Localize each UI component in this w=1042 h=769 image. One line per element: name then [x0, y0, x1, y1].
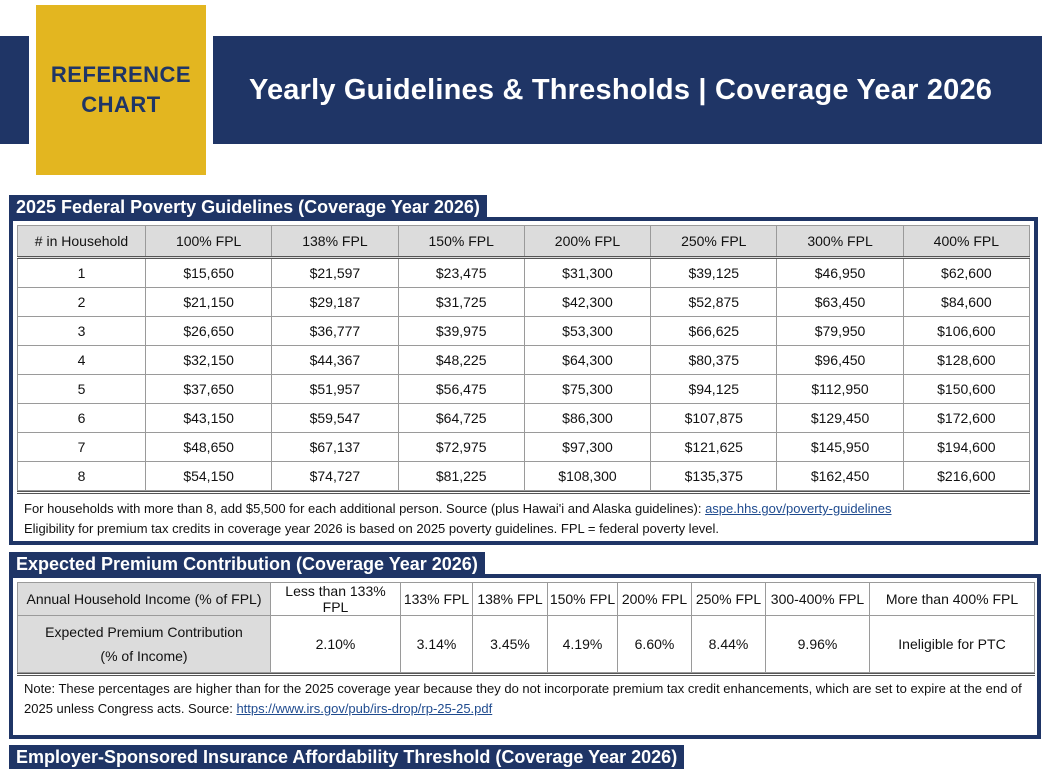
fpl-amount-cell: $21,150	[146, 288, 272, 317]
fpl-note-line-2: Eligibility for premium tax credits in coverage year 2026 is based on 2025 poverty guidelines. FPL = federal poverty level.	[24, 521, 720, 536]
fpl-amount-cell: $81,225	[398, 462, 524, 491]
epc-value-row	[18, 616, 1035, 673]
epc-col-header: Less than 133% FPL	[271, 583, 401, 616]
household-size-cell: 2	[18, 288, 146, 317]
fpl-amount-cell: $39,125	[651, 258, 777, 288]
household-size-cell: 6	[18, 404, 146, 433]
fpl-col-header: # in Household	[18, 226, 146, 258]
fpl-amount-cell: $66,625	[651, 317, 777, 346]
epc-row-header-line-2: (% of Income)	[100, 648, 188, 664]
household-size-cell: 3	[18, 317, 146, 346]
fpl-amount-cell: $31,300	[524, 258, 650, 288]
fpl-amount-cell: $86,300	[524, 404, 650, 433]
fpl-amount-cell: $97,300	[524, 433, 650, 462]
epc-value-cell: 8.44%	[692, 616, 766, 673]
fpl-amount-cell: $80,375	[651, 346, 777, 375]
epc-value-cell: 2.10%	[271, 616, 401, 673]
epc-col-header: 133% FPL	[401, 583, 473, 616]
header-band	[213, 36, 1042, 144]
fpl-amount-cell: $79,950	[777, 317, 903, 346]
fpl-amount-cell: $62,600	[903, 258, 1029, 288]
epc-table	[17, 582, 1035, 673]
fpl-col-header: 200% FPL	[524, 226, 650, 258]
epc-col-header: 138% FPL	[473, 583, 548, 616]
epc-row-header-contribution	[18, 616, 271, 673]
epc-value-cell: 3.14%	[401, 616, 473, 673]
epc-col-header: 200% FPL	[618, 583, 692, 616]
fpl-amount-cell: $64,725	[398, 404, 524, 433]
fpl-amount-cell: $31,725	[398, 288, 524, 317]
fpl-amount-cell: $56,475	[398, 375, 524, 404]
fpl-note-text: For households with more than 8, add $5,500 for each additional person. Source (plus Hawai'i and Alaska guidelines):	[24, 501, 706, 516]
fpl-col-header: 150% FPL	[398, 226, 524, 258]
household-size-cell: 8	[18, 462, 146, 491]
fpl-amount-cell: $48,650	[146, 433, 272, 462]
reference-chart-badge	[36, 5, 206, 175]
epc-row-header-line-1: Expected Premium Contribution	[45, 624, 243, 640]
fpl-row	[18, 375, 1030, 404]
fpl-amount-cell: $54,150	[146, 462, 272, 491]
poverty-guidelines-link[interactable]: aspe.hhs.gov/poverty-guidelines	[705, 501, 892, 516]
epc-value-cell: 6.60%	[618, 616, 692, 673]
fpl-amount-cell: $15,650	[146, 258, 272, 288]
fpl-amount-cell: $96,450	[777, 346, 903, 375]
fpl-amount-cell: $72,975	[398, 433, 524, 462]
fpl-amount-cell: $39,975	[398, 317, 524, 346]
fpl-amount-cell: $108,300	[524, 462, 650, 491]
fpl-amount-cell: $52,875	[651, 288, 777, 317]
epc-row-header-income: Annual Household Income (% of FPL)	[18, 583, 271, 616]
epc-section-tab: Expected Premium Contribution (Coverage Year 2026)	[9, 552, 485, 576]
epc-value-cell: 9.96%	[766, 616, 870, 673]
fpl-amount-cell: $84,600	[903, 288, 1029, 317]
fpl-amount-cell: $29,187	[272, 288, 398, 317]
fpl-row	[18, 462, 1030, 491]
epc-value-cell: Ineligible for PTC	[870, 616, 1035, 673]
fpl-amount-cell: $53,300	[524, 317, 650, 346]
fpl-amount-cell: $135,375	[651, 462, 777, 491]
fpl-amount-cell: $23,475	[398, 258, 524, 288]
epc-value-cell: 3.45%	[473, 616, 548, 673]
epc-col-header: 150% FPL	[548, 583, 618, 616]
fpl-row	[18, 433, 1030, 462]
fpl-row	[18, 317, 1030, 346]
fpl-row	[18, 288, 1030, 317]
fpl-amount-cell: $216,600	[903, 462, 1029, 491]
fpl-col-header: 138% FPL	[272, 226, 398, 258]
fpl-amount-cell: $32,150	[146, 346, 272, 375]
epc-header-row	[18, 583, 1035, 616]
fpl-amount-cell: $46,950	[777, 258, 903, 288]
fpl-amount-cell: $94,125	[651, 375, 777, 404]
badge-line-2: CHART	[81, 92, 161, 117]
fpl-amount-cell: $121,625	[651, 433, 777, 462]
badge-line-1: REFERENCE	[50, 62, 192, 87]
epc-col-header: More than 400% FPL	[870, 583, 1035, 616]
fpl-amount-cell: $150,600	[903, 375, 1029, 404]
fpl-amount-cell: $36,777	[272, 317, 398, 346]
irs-source-link[interactable]: https://www.irs.gov/pub/irs-drop/rp-25-25.pdf	[236, 701, 493, 716]
fpl-amount-cell: $21,597	[272, 258, 398, 288]
fpl-amount-cell: $59,547	[272, 404, 398, 433]
fpl-note	[17, 491, 1030, 539]
fpl-amount-cell: $162,450	[777, 462, 903, 491]
fpl-amount-cell: $172,600	[903, 404, 1029, 433]
fpl-amount-cell: $63,450	[777, 288, 903, 317]
epc-note	[17, 673, 1035, 719]
epc-panel	[9, 574, 1041, 739]
fpl-amount-cell: $64,300	[524, 346, 650, 375]
fpl-note-line-1	[24, 499, 1023, 519]
household-size-cell: 7	[18, 433, 146, 462]
household-size-cell: 4	[18, 346, 146, 375]
fpl-amount-cell: $194,600	[903, 433, 1029, 462]
fpl-row	[18, 346, 1030, 375]
epc-col-header: 250% FPL	[692, 583, 766, 616]
epc-note-text: Note: These percentages are higher than for the 2025 coverage year because they do not incorporate premium tax credit enhancements, which are set to expire at the end of 2025 unless Congress acts. Source:	[24, 681, 1022, 716]
fpl-amount-cell: $112,950	[777, 375, 903, 404]
page-title: Yearly Guidelines & Thresholds | Coverage Year 2026	[249, 73, 993, 106]
household-size-cell: 1	[18, 258, 146, 288]
fpl-section-tab: 2025 Federal Poverty Guidelines (Coverage Year 2026)	[9, 195, 487, 219]
epc-value-cell: 4.19%	[548, 616, 618, 673]
fpl-amount-cell: $44,367	[272, 346, 398, 375]
fpl-amount-cell: $42,300	[524, 288, 650, 317]
fpl-table	[17, 225, 1030, 491]
fpl-amount-cell: $37,650	[146, 375, 272, 404]
fpl-row	[18, 258, 1030, 288]
fpl-amount-cell: $107,875	[651, 404, 777, 433]
household-size-cell: 5	[18, 375, 146, 404]
fpl-amount-cell: $128,600	[903, 346, 1029, 375]
esi-section-tab: Employer-Sponsored Insurance Affordability Threshold (Coverage Year 2026)	[9, 745, 684, 769]
fpl-amount-cell: $145,950	[777, 433, 903, 462]
fpl-row	[18, 404, 1030, 433]
fpl-panel	[9, 217, 1038, 545]
fpl-amount-cell: $74,727	[272, 462, 398, 491]
fpl-col-header: 100% FPL	[146, 226, 272, 258]
fpl-amount-cell: $26,650	[146, 317, 272, 346]
header-band-left	[0, 36, 29, 144]
fpl-amount-cell: $51,957	[272, 375, 398, 404]
fpl-header-row	[18, 226, 1030, 258]
epc-col-header: 300-400% FPL	[766, 583, 870, 616]
fpl-amount-cell: $75,300	[524, 375, 650, 404]
fpl-col-header: 250% FPL	[651, 226, 777, 258]
fpl-col-header: 400% FPL	[903, 226, 1029, 258]
fpl-amount-cell: $43,150	[146, 404, 272, 433]
fpl-amount-cell: $67,137	[272, 433, 398, 462]
fpl-amount-cell: $106,600	[903, 317, 1029, 346]
fpl-amount-cell: $48,225	[398, 346, 524, 375]
fpl-amount-cell: $129,450	[777, 404, 903, 433]
fpl-col-header: 300% FPL	[777, 226, 903, 258]
